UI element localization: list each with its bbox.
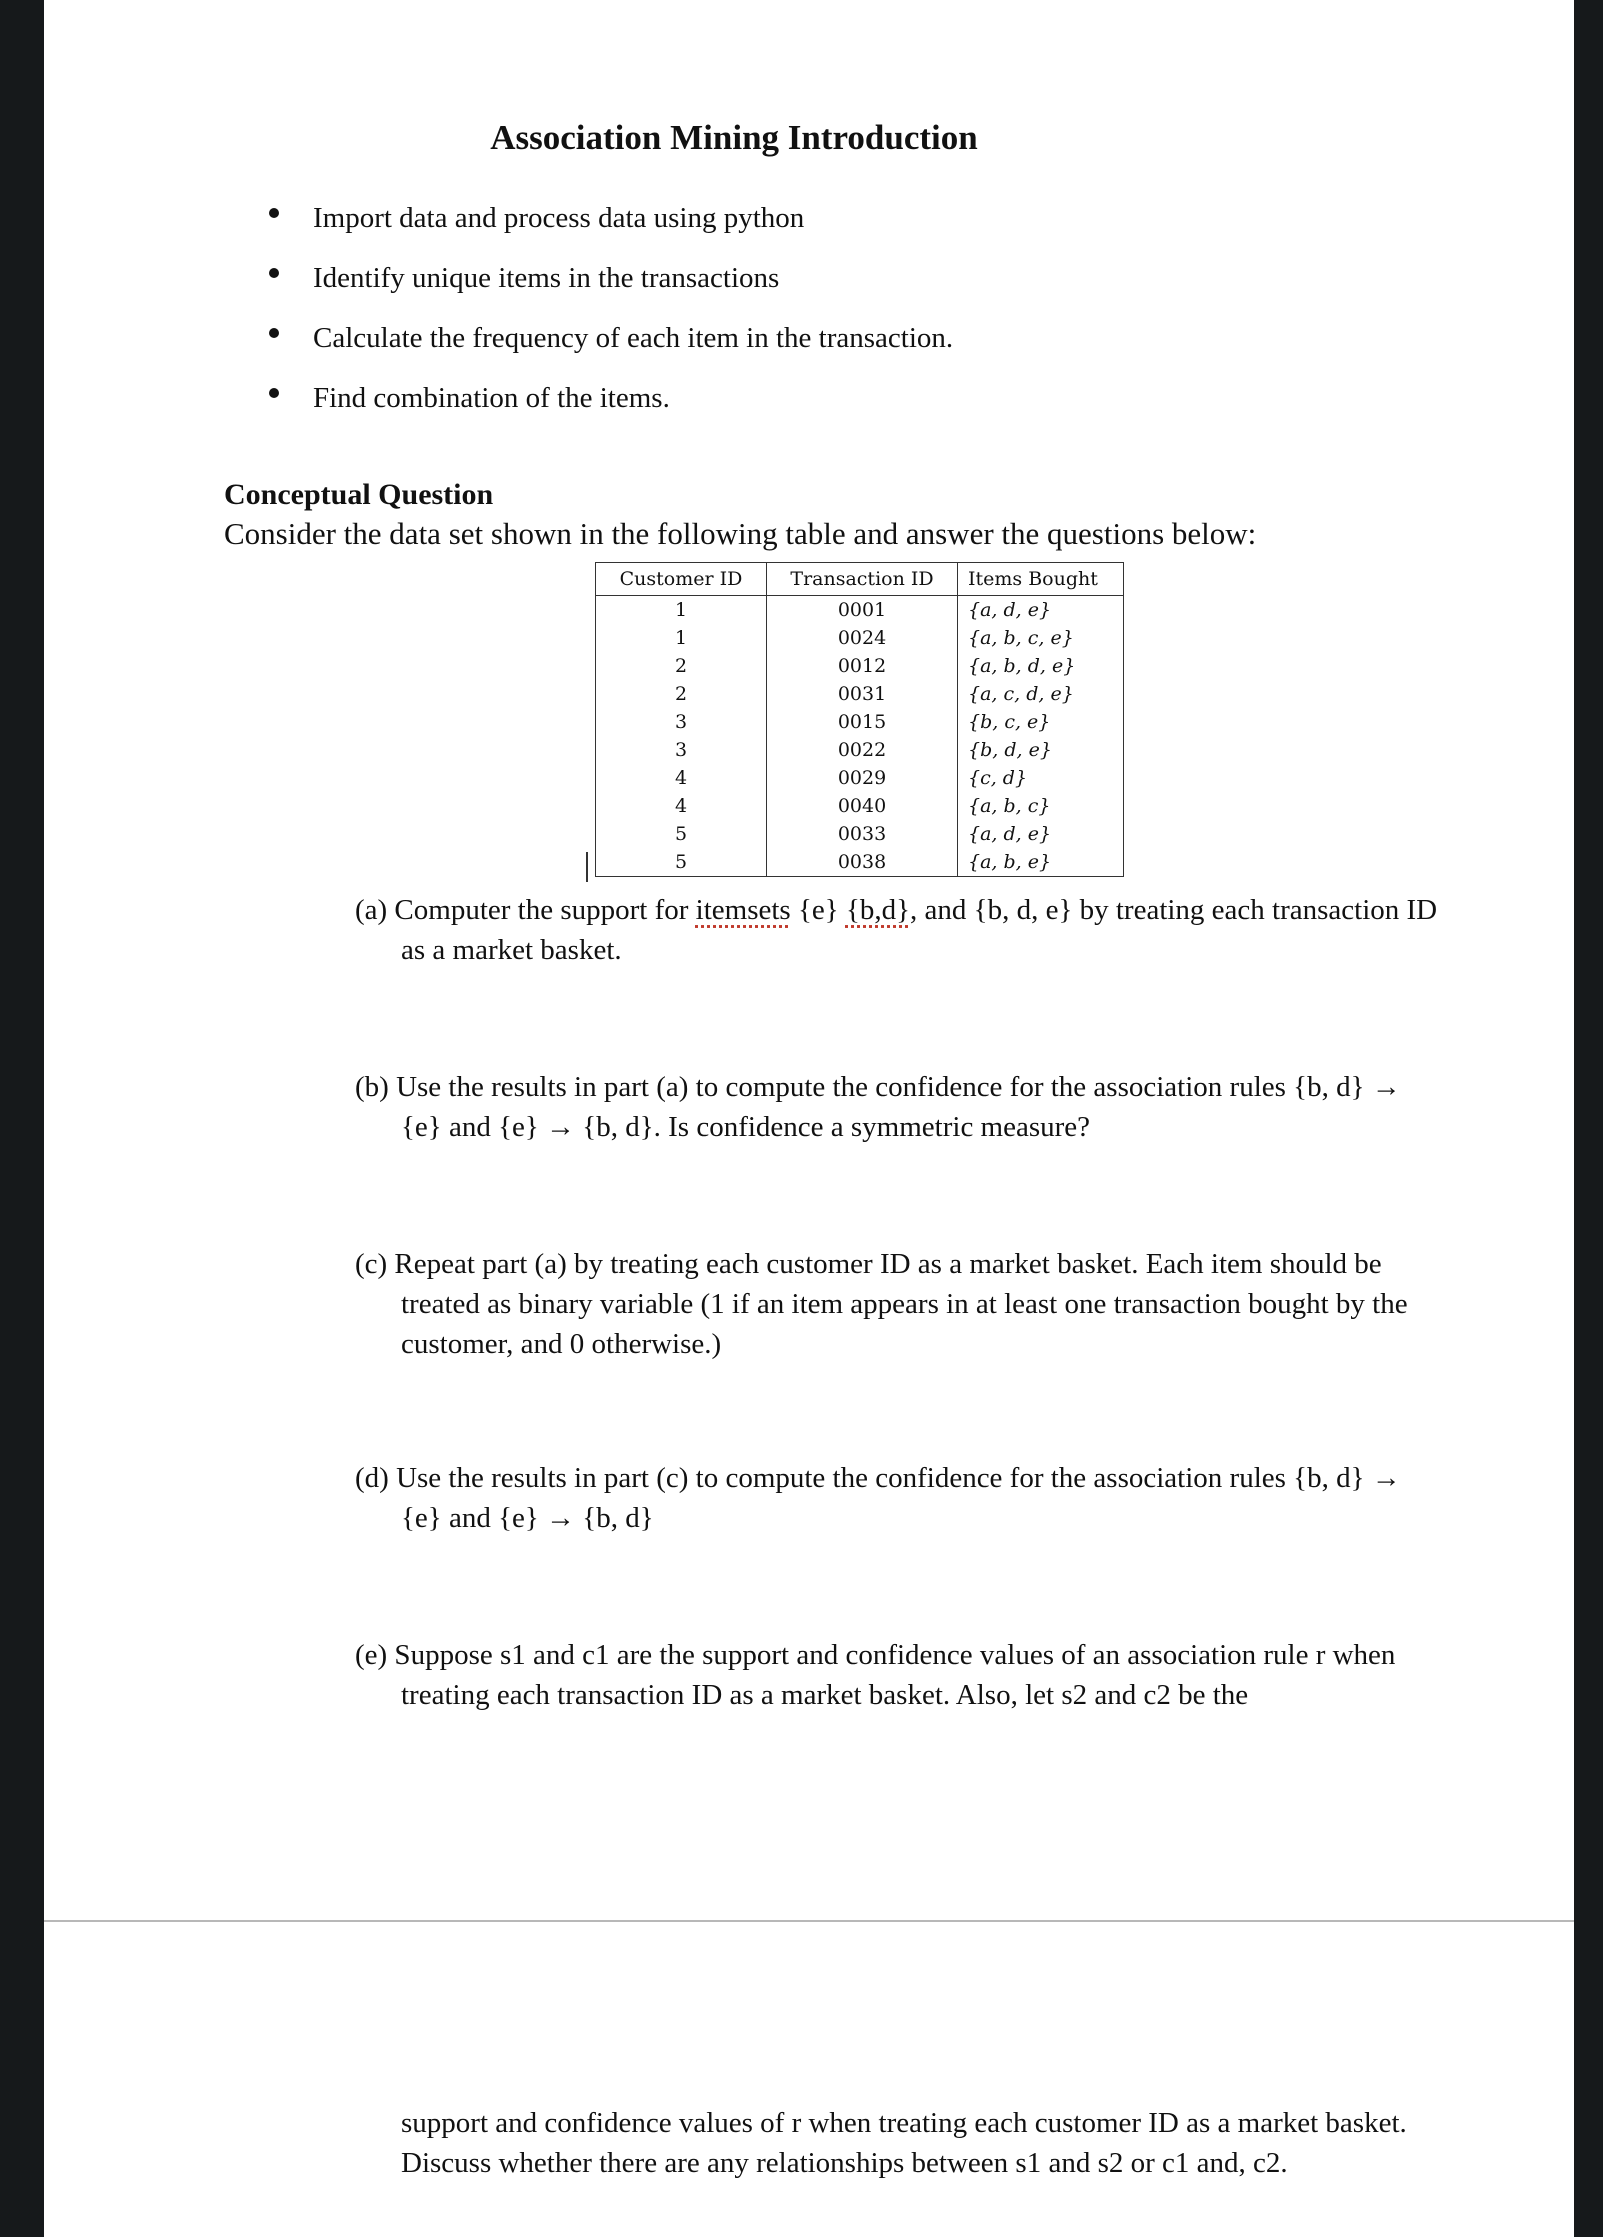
table-row: 3 0015 {b, c, e}: [596, 708, 1124, 736]
question-d: (d) Use the results in part (c) to compute the confidence for the association rules {b, d} → {e} and {e} → {b, d}: [355, 1462, 1401, 1534]
table-row: 4 0029 {c, d}: [596, 764, 1124, 792]
bullet-icon: [269, 208, 279, 218]
header-customer-id: Customer ID: [596, 563, 767, 596]
transactions-table: [595, 562, 1124, 877]
table-row: 5 0033 {a, d, e}: [596, 820, 1124, 848]
spellcheck-word[interactable]: {b,d}: [845, 894, 911, 926]
question-b: (b) Use the results in part (a) to compute the confidence for the association rules {b, d} → {e} and {e} → {b, d}. Is confidence a symmetric measure?: [355, 1071, 1401, 1143]
table-row: 2 0012 {a, b, d, e}: [596, 652, 1124, 680]
bullet-icon: [269, 388, 279, 398]
table-header-row: [596, 563, 1124, 596]
table-row: 3 0022 {b, d, e}: [596, 736, 1124, 764]
list-item: Import data and process data using python: [269, 196, 953, 256]
spellcheck-word[interactable]: itemsets: [695, 894, 791, 926]
list-item: Find combination of the items.: [269, 376, 953, 436]
text-cursor[interactable]: [586, 852, 588, 882]
document-page: [44, 0, 1574, 2237]
objectives-list: [269, 196, 953, 436]
question-c: (c) Repeat part (a) by treating each customer ID as a market basket. Each item should be treated as binary variable (1 if an item appears in at least one transaction bought by the customer, and 0 otherwise.): [355, 1248, 1408, 1360]
section-heading: Conceptual Question: [224, 478, 494, 511]
list-item: Identify unique items in the transactions: [269, 256, 953, 316]
page-title: Association Mining Introduction: [490, 118, 978, 157]
bullet-icon: [269, 268, 279, 278]
table-row: 2 0031 {a, c, d, e}: [596, 680, 1124, 708]
page-break-divider: [44, 1920, 1574, 1922]
question-a: (a) Computer the support for itemsets {e} {b,d}, and {b, d, e} by treating each transaction ID as a market basket.: [355, 894, 1438, 966]
table-row: 5 0038 {a, b, e}: [596, 848, 1124, 877]
header-items-bought: Items Bought: [958, 563, 1124, 596]
header-transaction-id: Transaction ID: [767, 563, 958, 596]
bullet-icon: [269, 328, 279, 338]
table-row: 1 0024 {a, b, c, e}: [596, 624, 1124, 652]
question-e-part2: support and confidence values of r when treating each customer ID as a market basket. Discuss whether there are any relationships between s1 and s2 or c1 and, c2.: [401, 2107, 1407, 2179]
list-item: Calculate the frequency of each item in the transaction.: [269, 316, 953, 376]
question-e-part1: (e) Suppose s1 and c1 are the support and confidence values of an association rule r when treating each transaction ID as a market basket. Also, let s2 and c2 be the: [355, 1639, 1396, 1711]
table-row: 1 0001 {a, d, e}: [596, 596, 1124, 625]
section-intro: Consider the data set shown in the following table and answer the questions below:: [224, 516, 1257, 551]
table-row: 4 0040 {a, b, c}: [596, 792, 1124, 820]
